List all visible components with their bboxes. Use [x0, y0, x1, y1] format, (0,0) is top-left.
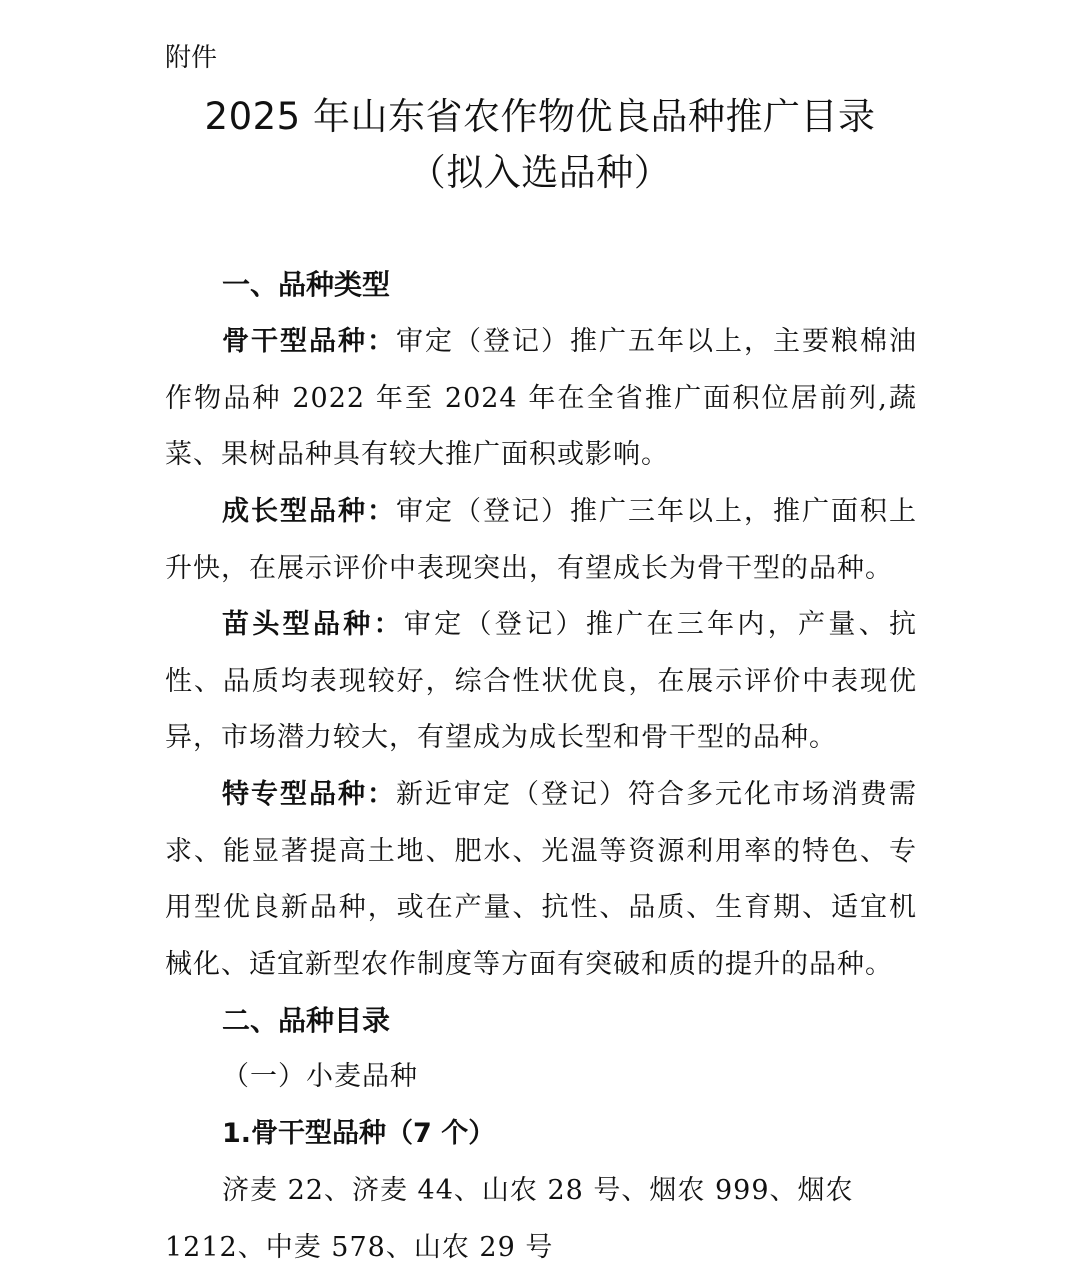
paragraph-text: 审定（登记）推广三年以上，推广面积上升快，在展示评价中表现突出，有望成长为骨干型的品种。 — [165, 496, 917, 584]
paragraph-promising-varieties — [165, 597, 917, 767]
paragraph-lead: 苗头型品种： — [222, 609, 404, 640]
category-backbone-wheat: 1.骨干型品种（7 个） — [222, 1118, 496, 1149]
section-heading-variety-catalog: 二、品种目录 — [222, 1004, 391, 1037]
document-title: 2025 年山东省农作物优良品种推广目录 — [204, 95, 876, 138]
document-subtitle: （拟入选品种） — [408, 151, 672, 194]
paragraph-special-varieties — [165, 767, 917, 993]
paragraph-lead: 特专型品种： — [222, 779, 396, 810]
paragraph-lead: 成长型品种： — [222, 496, 396, 527]
paragraph-text: 新近审定（登记）符合多元化市场消费需求、能显著提高土地、肥水、光温等资源利用率的特色、专用型优良新品种，或在产量、抗性、品质、生育期、适宜机械化、适宜新型农作制度等方面有突破和质的提升的品种。 — [165, 779, 917, 980]
variety-list: 济麦 22、济麦 44、山农 28 号、烟农 999、烟农 1212、中麦 578、山农 29 号 — [165, 1175, 854, 1263]
paragraph-text: 审定（登记）推广在三年内，产量、抗性、品质均表现较好，综合性状优良，在展示评价中表现优异，市场潜力较大，有望成为成长型和骨干型的品种。 — [165, 609, 918, 753]
paragraph-text: 审定（登记）推广五年以上，主要粮棉油作物品种 2022 年至 2024 年在全省推广面积位居前列,蔬菜、果树品种具有较大推广面积或影响。 — [165, 326, 917, 470]
paragraph-backbone-varieties — [165, 314, 917, 484]
subsection-wheat: （一）小麦品种 — [222, 1061, 418, 1092]
section-heading-variety-types: 一、品种类型 — [222, 268, 391, 301]
attachment-label: 附件 — [165, 43, 218, 73]
paragraph-lead: 骨干型品种： — [222, 326, 396, 357]
paragraph-growth-varieties — [165, 484, 917, 597]
